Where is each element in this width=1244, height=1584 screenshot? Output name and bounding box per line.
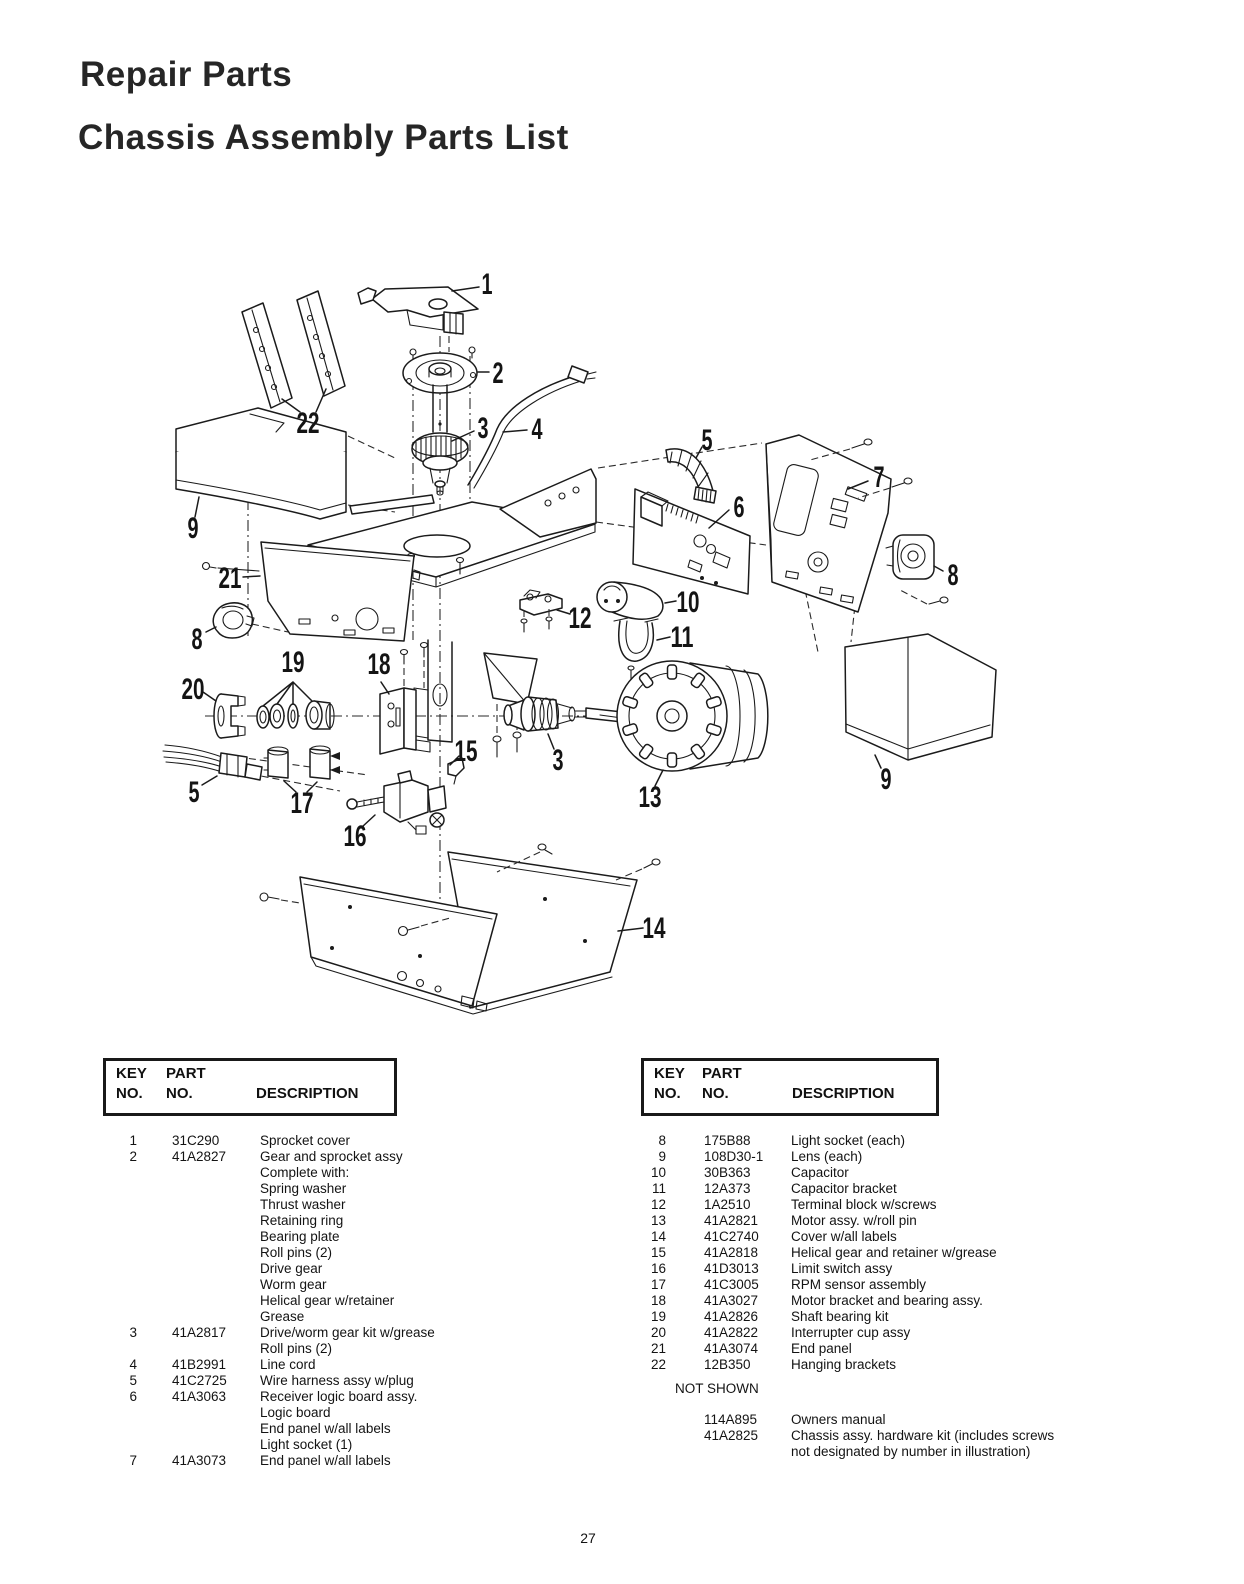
- table-row: [103, 1373, 533, 1389]
- right-table-rows: [638, 1133, 1108, 1373]
- description-cell: Receiver logic board assy.: [260, 1389, 418, 1404]
- page-number: 27: [580, 1530, 596, 1546]
- description-cell: Drive/worm gear kit w/grease: [260, 1325, 435, 1340]
- lens-cover-right-part: [845, 634, 996, 760]
- part-no-cell: 12B350: [704, 1357, 751, 1372]
- part-col-header-line1: PART: [702, 1065, 742, 1082]
- callout-12: 12: [568, 602, 592, 635]
- callout-19: 19: [281, 646, 305, 679]
- callout-17: 17: [290, 787, 314, 820]
- part-no-cell: 31C290: [172, 1133, 220, 1148]
- table-row: [638, 1165, 1108, 1181]
- not-shown-label: NOT SHOWN: [675, 1381, 759, 1396]
- key-no-cell: 15: [650, 1245, 666, 1260]
- description-col-header: DESCRIPTION: [256, 1085, 359, 1102]
- description-cell: Grease: [260, 1309, 305, 1324]
- table-row: [638, 1261, 1108, 1277]
- description-cell: RPM sensor assembly: [791, 1277, 927, 1292]
- description-cell: Sprocket cover: [260, 1133, 351, 1148]
- ribbon-cable-part: [666, 449, 716, 503]
- part-no-cell: 41A2825: [704, 1428, 759, 1443]
- description-cell: Gear and sprocket assy: [260, 1149, 403, 1164]
- description-cell: Spring washer: [260, 1181, 347, 1196]
- key-no-cell: 3: [129, 1325, 137, 1340]
- table-row: [103, 1277, 533, 1293]
- description-cell: Limit switch assy: [791, 1261, 893, 1276]
- part-no-cell: 41A2822: [704, 1325, 759, 1340]
- key-no-cell: 6: [129, 1389, 137, 1404]
- description-cell: Chassis assy. hardware kit (includes screws: [791, 1428, 1055, 1443]
- table-row: [638, 1149, 1108, 1165]
- part-no-cell: 30B363: [704, 1165, 751, 1180]
- table-row: [103, 1133, 533, 1149]
- table-row: [638, 1357, 1108, 1373]
- part-no-cell: 108D30-1: [704, 1149, 764, 1164]
- table-row: [103, 1437, 533, 1453]
- key-col-header-line1: KEY: [654, 1065, 685, 1082]
- description-cell: Thrust washer: [260, 1197, 346, 1212]
- description-cell: Roll pins (2): [260, 1245, 333, 1260]
- part-no-cell: 175B88: [704, 1133, 751, 1148]
- description-cell: Roll pins (2): [260, 1341, 333, 1356]
- key-no-cell: 22: [650, 1357, 666, 1372]
- description-cell: Drive gear: [260, 1261, 323, 1276]
- key-no-cell: 10: [650, 1165, 666, 1180]
- bottom-cover-part: [260, 844, 660, 1014]
- part-no-cell: 114A895: [704, 1412, 758, 1427]
- description-cell: Motor bracket and bearing assy.: [791, 1293, 983, 1308]
- description-cell: Lens (each): [791, 1149, 863, 1164]
- description-cell: Motor assy. w/roll pin: [791, 1213, 917, 1228]
- table-row: [103, 1197, 533, 1213]
- callout-10: 10: [676, 586, 700, 619]
- table-row: [103, 1325, 533, 1341]
- description-cell: End panel w/all labels: [260, 1453, 391, 1468]
- interrupter-cup-part: [214, 694, 245, 738]
- key-no-cell: 19: [650, 1309, 666, 1324]
- part-col-header-line2: NO.: [166, 1085, 193, 1102]
- description-cell: Cover w/all labels: [791, 1229, 897, 1244]
- callout-9-right: 9: [880, 763, 892, 796]
- description-cell: End panel w/all labels: [260, 1421, 391, 1436]
- rpm-sensor-part: [264, 746, 340, 779]
- table-row: [638, 1277, 1108, 1293]
- table-row: [638, 1229, 1108, 1245]
- table-row: [638, 1325, 1108, 1341]
- part-no-cell: 41A2817: [172, 1325, 227, 1340]
- key-no-cell: 20: [650, 1325, 666, 1340]
- table-row: [103, 1389, 533, 1405]
- left-table-rows: [103, 1133, 533, 1469]
- callout-1: 1: [481, 268, 493, 301]
- description-cell: Shaft bearing kit: [791, 1309, 889, 1324]
- description-cell: Retaining ring: [260, 1213, 344, 1228]
- description-cell: Hanging brackets: [791, 1357, 897, 1372]
- key-no-cell: 16: [650, 1261, 666, 1276]
- table-row: [638, 1341, 1108, 1357]
- part-no-cell: 41A2818: [704, 1245, 759, 1260]
- part-no-cell: 41C2725: [172, 1373, 227, 1388]
- callout-5-ribbon: 5: [701, 424, 713, 457]
- key-no-cell: 2: [129, 1149, 137, 1164]
- part-no-cell: 41A3027: [704, 1293, 759, 1308]
- part-col-header-line2: NO.: [702, 1085, 729, 1102]
- part-no-cell: 41D3013: [704, 1261, 759, 1276]
- callout-4: 4: [531, 413, 543, 446]
- sprocket-cover-part: [358, 287, 478, 334]
- key-col-header-line2: NO.: [654, 1085, 681, 1102]
- callout-21: 21: [218, 562, 242, 595]
- description-cell: Complete with:: [260, 1165, 350, 1180]
- description-cell: Capacitor: [791, 1165, 849, 1180]
- key-no-cell: 18: [650, 1293, 666, 1308]
- key-no-cell: 1: [129, 1133, 137, 1148]
- part-no-cell: 41B2991: [172, 1357, 227, 1372]
- key-no-cell: 4: [129, 1357, 137, 1372]
- part-no-cell: 41A2826: [704, 1309, 759, 1324]
- shaft-bearing-kit-part: [257, 701, 334, 729]
- helical-gear-part: [493, 697, 586, 757]
- table-row: [638, 1293, 1108, 1309]
- part-no-cell: 41A3063: [172, 1389, 227, 1404]
- key-no-cell: 9: [658, 1149, 666, 1164]
- table-row: [638, 1197, 1108, 1213]
- part-no-cell: 41A2821: [704, 1213, 759, 1228]
- table-row: [103, 1149, 533, 1165]
- callout-2: 2: [492, 357, 504, 390]
- table-row: [103, 1453, 533, 1469]
- table-row: [638, 1181, 1108, 1197]
- page-subtitle: Chassis Assembly Parts List: [78, 118, 569, 157]
- description-cell: Interrupter cup assy: [791, 1325, 911, 1340]
- hanging-brackets-part: [242, 291, 345, 408]
- wire-harness-part: [163, 745, 262, 780]
- part-no-cell: 41A3073: [172, 1453, 227, 1468]
- callout-14: 14: [642, 912, 666, 945]
- callout-15: 15: [454, 735, 478, 768]
- callout-3-lower: 3: [552, 744, 564, 777]
- callout-7: 7: [873, 461, 885, 494]
- table-row: [103, 1341, 533, 1357]
- key-no-cell: 11: [651, 1181, 666, 1196]
- lens-left-part: [213, 603, 254, 638]
- terminal-block-part: [520, 590, 562, 632]
- callout-16: 16: [343, 820, 367, 853]
- table-row: [103, 1421, 533, 1437]
- light-socket-part: [886, 535, 948, 604]
- table-row: [103, 1309, 533, 1325]
- callout-22: 22: [296, 407, 320, 440]
- key-no-cell: 17: [650, 1277, 666, 1292]
- table-row: [638, 1444, 1108, 1460]
- description-col-header: DESCRIPTION: [792, 1085, 895, 1102]
- right-table-header: [641, 1058, 939, 1116]
- key-no-cell: 12: [650, 1197, 666, 1212]
- callout-20: 20: [181, 673, 205, 706]
- description-cell: Light socket (each): [791, 1133, 906, 1148]
- description-cell: End panel: [791, 1341, 852, 1356]
- table-row: [103, 1293, 533, 1309]
- table-row: [103, 1245, 533, 1261]
- part-no-cell: 12A373: [704, 1181, 751, 1196]
- description-cell: Logic board: [260, 1405, 331, 1420]
- key-col-header-line1: KEY: [116, 1065, 147, 1082]
- cover-left-part: [176, 408, 346, 519]
- motor-part: [586, 661, 768, 771]
- table-row: [103, 1181, 533, 1197]
- description-cell: Helical gear and retainer w/grease: [791, 1245, 997, 1260]
- key-no-cell: 5: [129, 1373, 137, 1388]
- callout-18: 18: [367, 648, 391, 681]
- page-title: Repair Parts: [80, 55, 293, 94]
- table-row: [103, 1357, 533, 1373]
- table-row: [103, 1229, 533, 1245]
- callout-9-left: 9: [187, 512, 199, 545]
- part-no-cell: 41A2827: [172, 1149, 227, 1164]
- callout-8-lens: 8: [191, 623, 203, 656]
- table-row: [103, 1405, 533, 1421]
- description-cell: Terminal block w/screws: [791, 1197, 937, 1212]
- part-no-cell: 41A3074: [704, 1341, 759, 1356]
- callout-11: 11: [670, 621, 694, 654]
- description-cell: Capacitor bracket: [791, 1181, 897, 1196]
- chassis-exploded-diagram: [140, 250, 1020, 1030]
- table-row: [638, 1412, 1108, 1428]
- table-row: [638, 1428, 1108, 1444]
- callout-13: 13: [638, 781, 662, 814]
- not-shown-rows: [638, 1412, 1108, 1460]
- left-table-header: [103, 1058, 397, 1116]
- key-no-cell: 13: [650, 1213, 666, 1228]
- callout-6: 6: [733, 491, 745, 524]
- gear-sprocket-part: [403, 347, 477, 432]
- logic-board-part: [633, 489, 750, 594]
- table-row: [638, 1245, 1108, 1261]
- table-row: [103, 1165, 533, 1181]
- description-cell: Bearing plate: [260, 1229, 340, 1244]
- table-row: [103, 1261, 533, 1277]
- description-cell: Helical gear w/retainer: [260, 1293, 395, 1308]
- table-row: [638, 1133, 1108, 1149]
- table-row: [103, 1213, 533, 1229]
- description-cell: Wire harness assy w/plug: [260, 1373, 414, 1388]
- description-cell: Light socket (1): [260, 1437, 353, 1452]
- capacitor-part: [597, 582, 663, 619]
- callout-8-socket: 8: [947, 559, 959, 592]
- key-no-cell: 14: [650, 1229, 666, 1244]
- part-no-cell: 1A2510: [704, 1197, 751, 1212]
- key-no-cell: 8: [658, 1133, 666, 1148]
- key-no-cell: 7: [129, 1453, 137, 1468]
- end-panel-right-part: [766, 435, 912, 612]
- part-no-cell: 41C2740: [704, 1229, 759, 1244]
- drive-gear-part: [412, 433, 468, 495]
- part-no-cell: 41C3005: [704, 1277, 759, 1292]
- part-col-header-line1: PART: [166, 1065, 206, 1082]
- key-col-header-line2: NO.: [116, 1085, 143, 1102]
- table-row: [638, 1309, 1108, 1325]
- description-cell: Line cord: [260, 1357, 316, 1372]
- description-cell: Owners manual: [791, 1412, 886, 1427]
- description-cell: not designated by number in illustration): [791, 1444, 1031, 1459]
- callout-3-upper: 3: [477, 412, 489, 445]
- callout-5-harness: 5: [188, 776, 200, 809]
- key-no-cell: 21: [650, 1341, 666, 1356]
- table-row: [638, 1213, 1108, 1229]
- description-cell: Worm gear: [260, 1277, 327, 1292]
